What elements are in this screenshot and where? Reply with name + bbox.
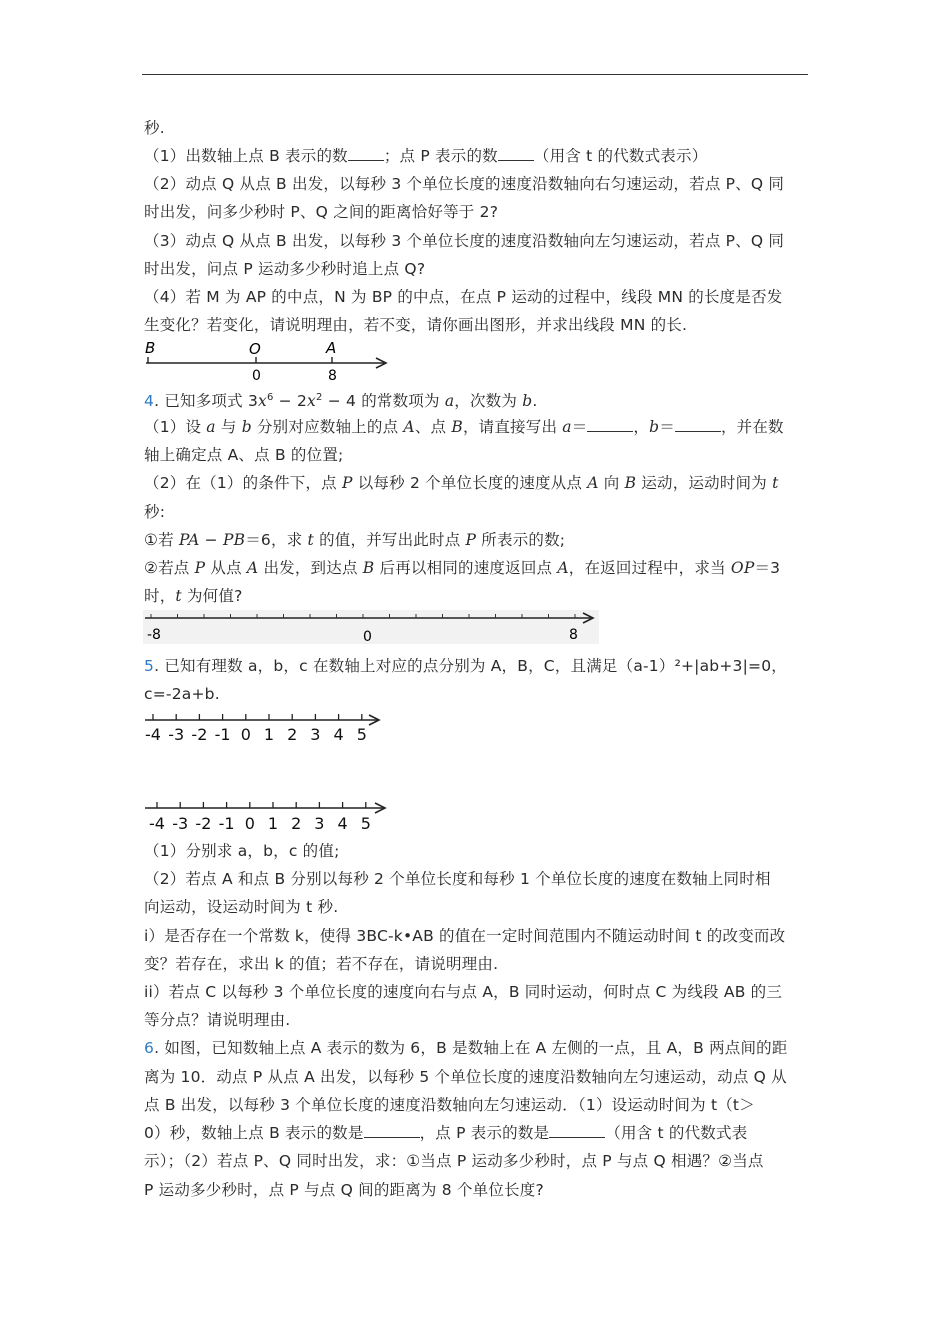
q4-part1-line1: （1）设 a 与 b 分别对应数轴上的点 A、点 B，请直接写出 a＝ ，b＝ ，并在数 (144, 418, 784, 436)
tick-label: 0 (244, 814, 255, 833)
q4-sub2-line1: ②若点 P 从点 A 出发，到达点 B 后再以相同的速度返回点 A，在返回过程中，求当 OP＝3 (144, 559, 781, 577)
q6-line6: P 运动多少秒时，点 P 与点 Q 间的距离为 8 个单位长度? (144, 1181, 544, 1199)
tick-label: 4 (333, 725, 344, 744)
q5-sub-ii-line2: 等分点？请说明理由. (144, 1011, 291, 1029)
tick-label: -3 (168, 725, 185, 744)
q5-sub-i-line2: 变？若存在，求出 k 的值；若不存在，请说明理由. (144, 955, 499, 973)
tick-label-8: 8 (328, 368, 337, 384)
q3-part1: （1）出数轴上点 B 表示的数 ；点 P 表示的数 （用含 t 的代数式表示） (144, 147, 708, 165)
q4-sub1: ①若 PA − PB＝6，求 t 的值，并写出此时点 P 所表示的数; (144, 531, 566, 549)
q5-part2-line2: 向运动，设运动时间为 t 秒. (144, 898, 339, 916)
tick-label: 1 (267, 814, 279, 833)
q3-part2-line1: （2）动点 Q 从点 B 出发，以每秒 3 个单位长度的速度沿数轴向右匀速运动，若点 P、Q 同 (144, 175, 785, 193)
answer-blank-p[interactable] (498, 146, 534, 161)
tick-label: 0 (240, 725, 251, 744)
tick-label-8: 8 (569, 627, 578, 643)
point-label-a: A (326, 339, 337, 357)
q6-line2: 离为 10．动点 P 从点 A 出发，以每秒 5 个单位长度的速度沿数轴向左匀速运动，动点 Q 从 (144, 1068, 787, 1086)
q4-stem: 4. 已知多项式 $3x^6 - 2x^2 - 4$ 的常数项为 a，次数为 b. (144, 392, 538, 411)
q6-line4: 0）秒，数轴上点 B 表示的数是 ，点 P 表示的数是 （用含 t 的代数式表 (144, 1124, 748, 1142)
question-number-6: 6 (144, 1039, 155, 1057)
tick-label: 2 (287, 725, 298, 744)
q3-part2-line2: 时出发，问多少秒时 P、Q 之间的距离恰好等于 2? (144, 203, 499, 221)
q6-line1: 6. 如图，已知数轴上点 A 表示的数为 6，B 是数轴上在 A 左侧的一点，且 A，B 两点间的距 (144, 1039, 788, 1057)
q5-part1: （1）分别求 a，b，c 的值; (144, 842, 340, 860)
answer-blank-a[interactable] (587, 417, 633, 432)
header-rule (142, 74, 808, 75)
tick-label: -4 (145, 725, 161, 744)
q3-line-seconds: 秒. (144, 119, 165, 137)
tick-label: -2 (195, 814, 212, 833)
q4-part2-line2: 秒: (144, 503, 166, 521)
q3-number-line (140, 338, 400, 384)
tick-label: -4 (149, 814, 165, 833)
q5-number-line-2 (143, 800, 393, 834)
tick-label: 4 (337, 814, 348, 833)
tick-label: 3 (310, 725, 321, 744)
point-label-b: B (145, 339, 156, 357)
answer-blank-b[interactable] (348, 146, 384, 161)
tick-label-0: 0 (252, 368, 261, 384)
tick-label: -2 (191, 725, 208, 744)
point-label-o: O (249, 340, 261, 358)
answer-blank-b2[interactable] (675, 417, 721, 432)
answer-blank-b-value[interactable] (364, 1123, 420, 1138)
tick-label: -1 (218, 814, 235, 833)
q3-part3-line1: （3）动点 Q 从点 B 出发，以每秒 3 个单位长度的速度沿数轴向左匀速运动，若点 P、Q 同 (144, 232, 785, 250)
q5-part2-line1: （2）若点 A 和点 B 分别以每秒 2 个单位长度和每秒 1 个单位长度的速度在数轴上同时相 (144, 870, 771, 888)
answer-blank-p-value[interactable] (549, 1123, 605, 1138)
tick-label: 5 (360, 814, 371, 833)
q5-sub-i-line1: i）是否存在一个常数 k，使得 3BC-k•AB 的值在一定时间范围内不随运动时间 t 的改变而改 (144, 927, 786, 945)
question-number-4: 4 (144, 392, 155, 411)
tick-label: -3 (172, 814, 189, 833)
tick-label-minus8: -8 (147, 627, 161, 643)
tick-label: 3 (314, 814, 325, 833)
q4-sub2-line2: 时，t 为何值? (144, 587, 243, 605)
q5-stem-line2: c=-2a+b. (144, 685, 220, 703)
tick-label-0: 0 (363, 629, 372, 645)
q5-sub-ii-line1: ii）若点 C 以每秒 3 个单位长度的速度向右与点 A，B 同时运动，何时点 C 为线段 AB 的三 (144, 983, 783, 1001)
q6-line3: 点 B 出发，以每秒 3 个单位长度的速度沿数轴向左匀速运动．（1）设运动时间为 t（t＞ (144, 1096, 755, 1114)
q5-number-line-1 (143, 710, 393, 744)
q4-number-line (143, 610, 603, 646)
q3-part4-line2: 生变化？若变化，请说明理由，若不变，请你画出图形，并求出线段 MN 的长. (144, 316, 688, 334)
q4-part1-line2: 轴上确定点 A、点 B 的位置; (144, 446, 344, 464)
q5-stem-line1: 5. 已知有理数 a，b，c 在数轴上对应的点分别为 A，B，C，且满足（a-1）²+|ab+3|=0， (144, 657, 787, 675)
tick-label: -1 (214, 725, 231, 744)
q4-part2-line1: （2）在（1）的条件下，点 P 以每秒 2 个单位长度的速度从点 A 向 B 运动，运动时间为 t (144, 474, 779, 492)
q3-part3-line2: 时出发，问点 P 运动多少秒时追上点 Q? (144, 260, 426, 278)
tick-label: 5 (356, 725, 367, 744)
q3-part4-line1: （4）若 M 为 AP 的中点，N 为 BP 的中点，在点 P 运动的过程中，线段 MN 的长度是否发 (144, 288, 783, 306)
question-number-5: 5 (144, 657, 155, 675)
tick-label: 1 (263, 725, 275, 744)
tick-label: 2 (291, 814, 302, 833)
q6-line5: 示）；（2）若点 P、Q 同时出发，求：①当点 P 运动多少秒时，点 P 与点 Q 相遇？②当点 (144, 1152, 764, 1170)
